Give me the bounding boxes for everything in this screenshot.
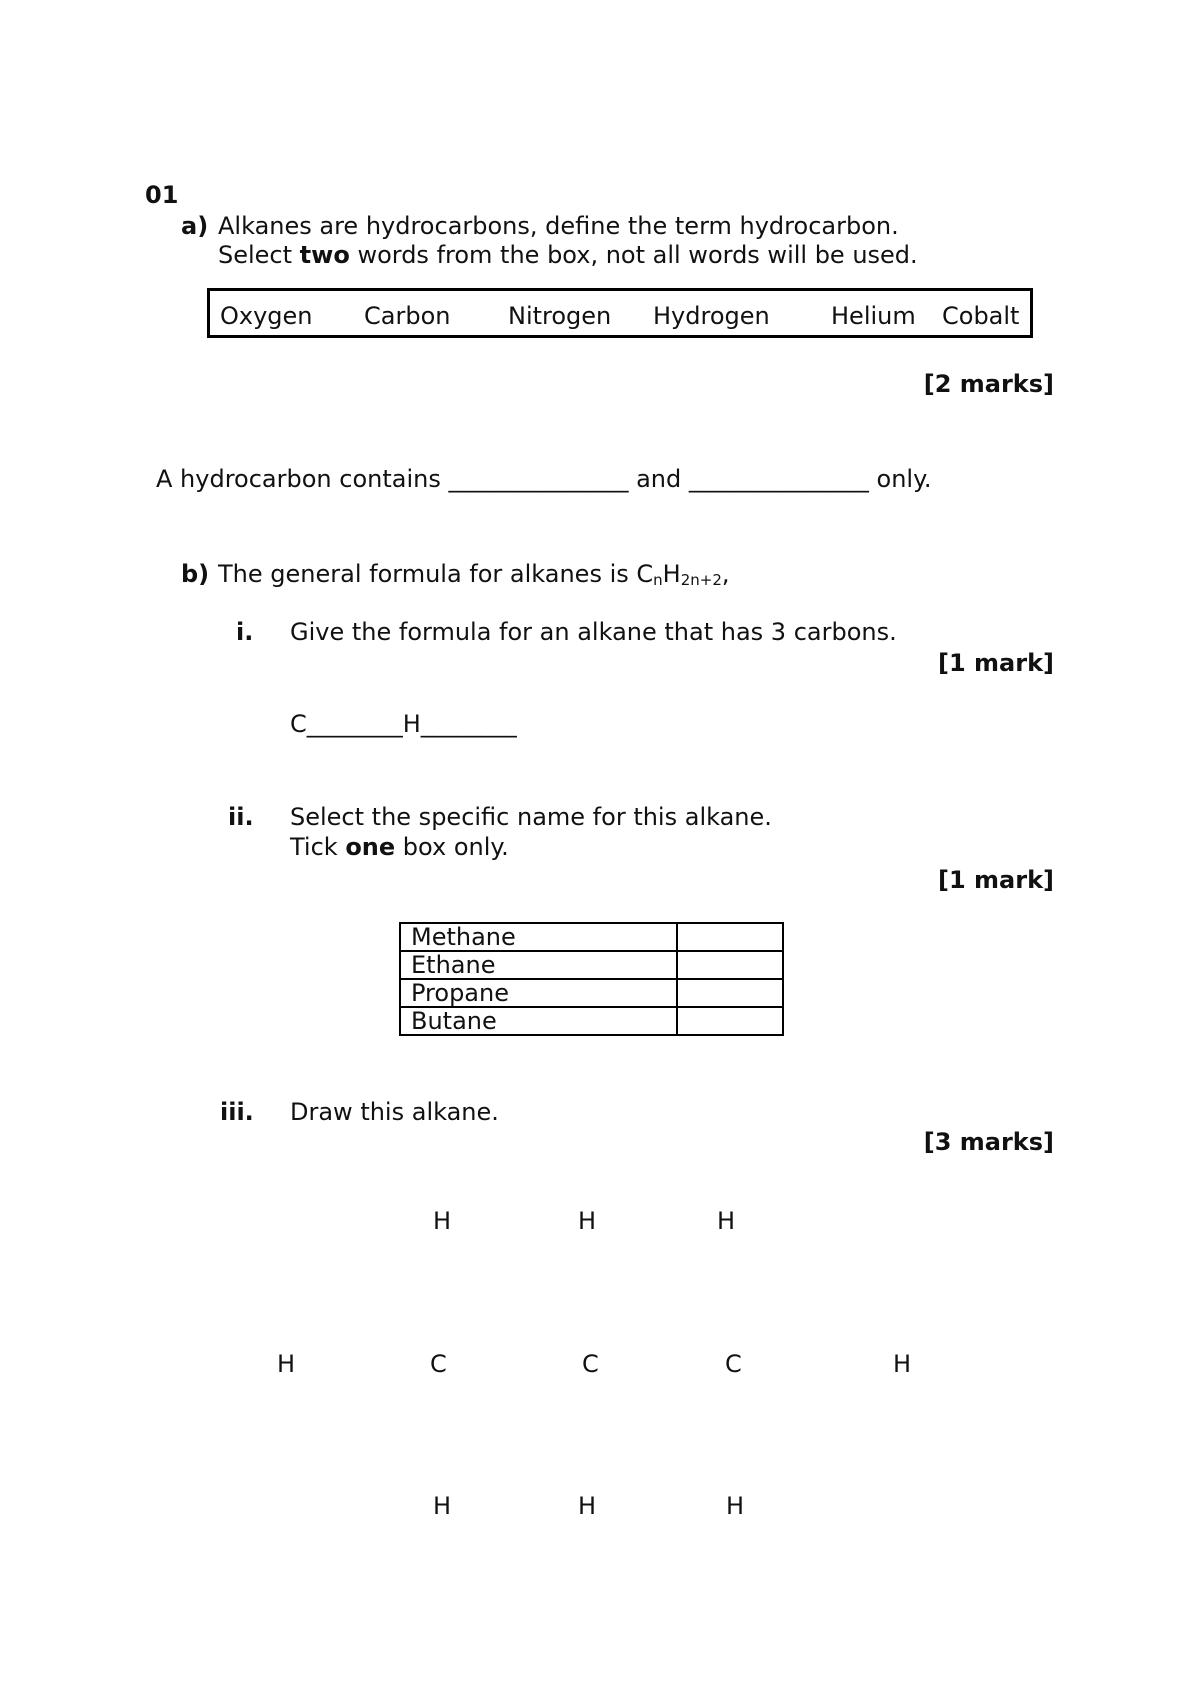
table-row [400, 951, 783, 979]
tick-box-ethane[interactable] [677, 951, 783, 979]
part-a-question-line2: Select two words from the box, not all words will be used. [218, 241, 918, 269]
part-a-marks: [2 marks] [923, 370, 1054, 398]
table-row [400, 979, 783, 1007]
hydrogen-atom: H [277, 1350, 296, 1378]
formula-answer-line[interactable]: C________H________ [290, 710, 517, 738]
part-b-iii-label: iii. [220, 1098, 254, 1126]
alkane-name: Propane [400, 979, 677, 1007]
hydrogen-atom: H [578, 1207, 597, 1235]
part-b-ii-label: ii. [228, 803, 254, 831]
carbon-atom: C [430, 1350, 447, 1378]
hydrogen-atom: H [893, 1350, 912, 1378]
tick-box-propane[interactable] [677, 979, 783, 1007]
hydrogen-atom: H [578, 1492, 597, 1520]
alkane-name-table [399, 922, 784, 1036]
table-row [400, 923, 783, 951]
carbon-atom: C [582, 1350, 599, 1378]
hydrogen-atom: H [717, 1207, 736, 1235]
tick-box-methane[interactable] [677, 923, 783, 951]
question-number: 01 [145, 181, 179, 209]
hydrogen-atom: H [433, 1492, 452, 1520]
table-row [400, 1007, 783, 1035]
tick-box-butane[interactable] [677, 1007, 783, 1035]
part-b-i-question: Give the formula for an alkane that has 3 carbons. [290, 618, 897, 646]
hydrogen-atom: H [433, 1207, 452, 1235]
word-option: Hydrogen [653, 302, 770, 330]
general-formula-text: The general formula for alkanes is $C_nH_{2n+2}$, [218, 560, 730, 589]
part-a-label: a) [181, 212, 209, 240]
part-b-ii-question-line1: Select the specific name for this alkane. [290, 803, 772, 831]
hydrogen-atom: H [726, 1492, 745, 1520]
carbon-atom: C [725, 1350, 742, 1378]
part-b-iii-question: Draw this alkane. [290, 1098, 499, 1126]
part-b-ii-question-line2: Tick one box only. [290, 833, 509, 861]
part-b-label: b) [181, 560, 210, 588]
alkane-name: Ethane [400, 951, 677, 979]
part-a-question-line1: Alkanes are hydrocarbons, define the term hydrocarbon. [218, 212, 899, 240]
word-option: Carbon [364, 302, 451, 330]
alkane-name: Methane [400, 923, 677, 951]
part-b-i-marks: [1 mark] [938, 649, 1054, 677]
part-b-ii-marks: [1 mark] [938, 866, 1054, 894]
word-option: Nitrogen [508, 302, 612, 330]
word-option: Oxygen [220, 302, 313, 330]
hydrocarbon-sentence: A hydrocarbon contains _______________ and _______________ only. [156, 465, 932, 493]
word-box [207, 288, 1033, 338]
word-option: Helium [831, 302, 916, 330]
word-option: Cobalt [942, 302, 1020, 330]
part-b-i-label: i. [236, 618, 254, 646]
alkane-name: Butane [400, 1007, 677, 1035]
part-b-iii-marks: [3 marks] [923, 1128, 1054, 1156]
